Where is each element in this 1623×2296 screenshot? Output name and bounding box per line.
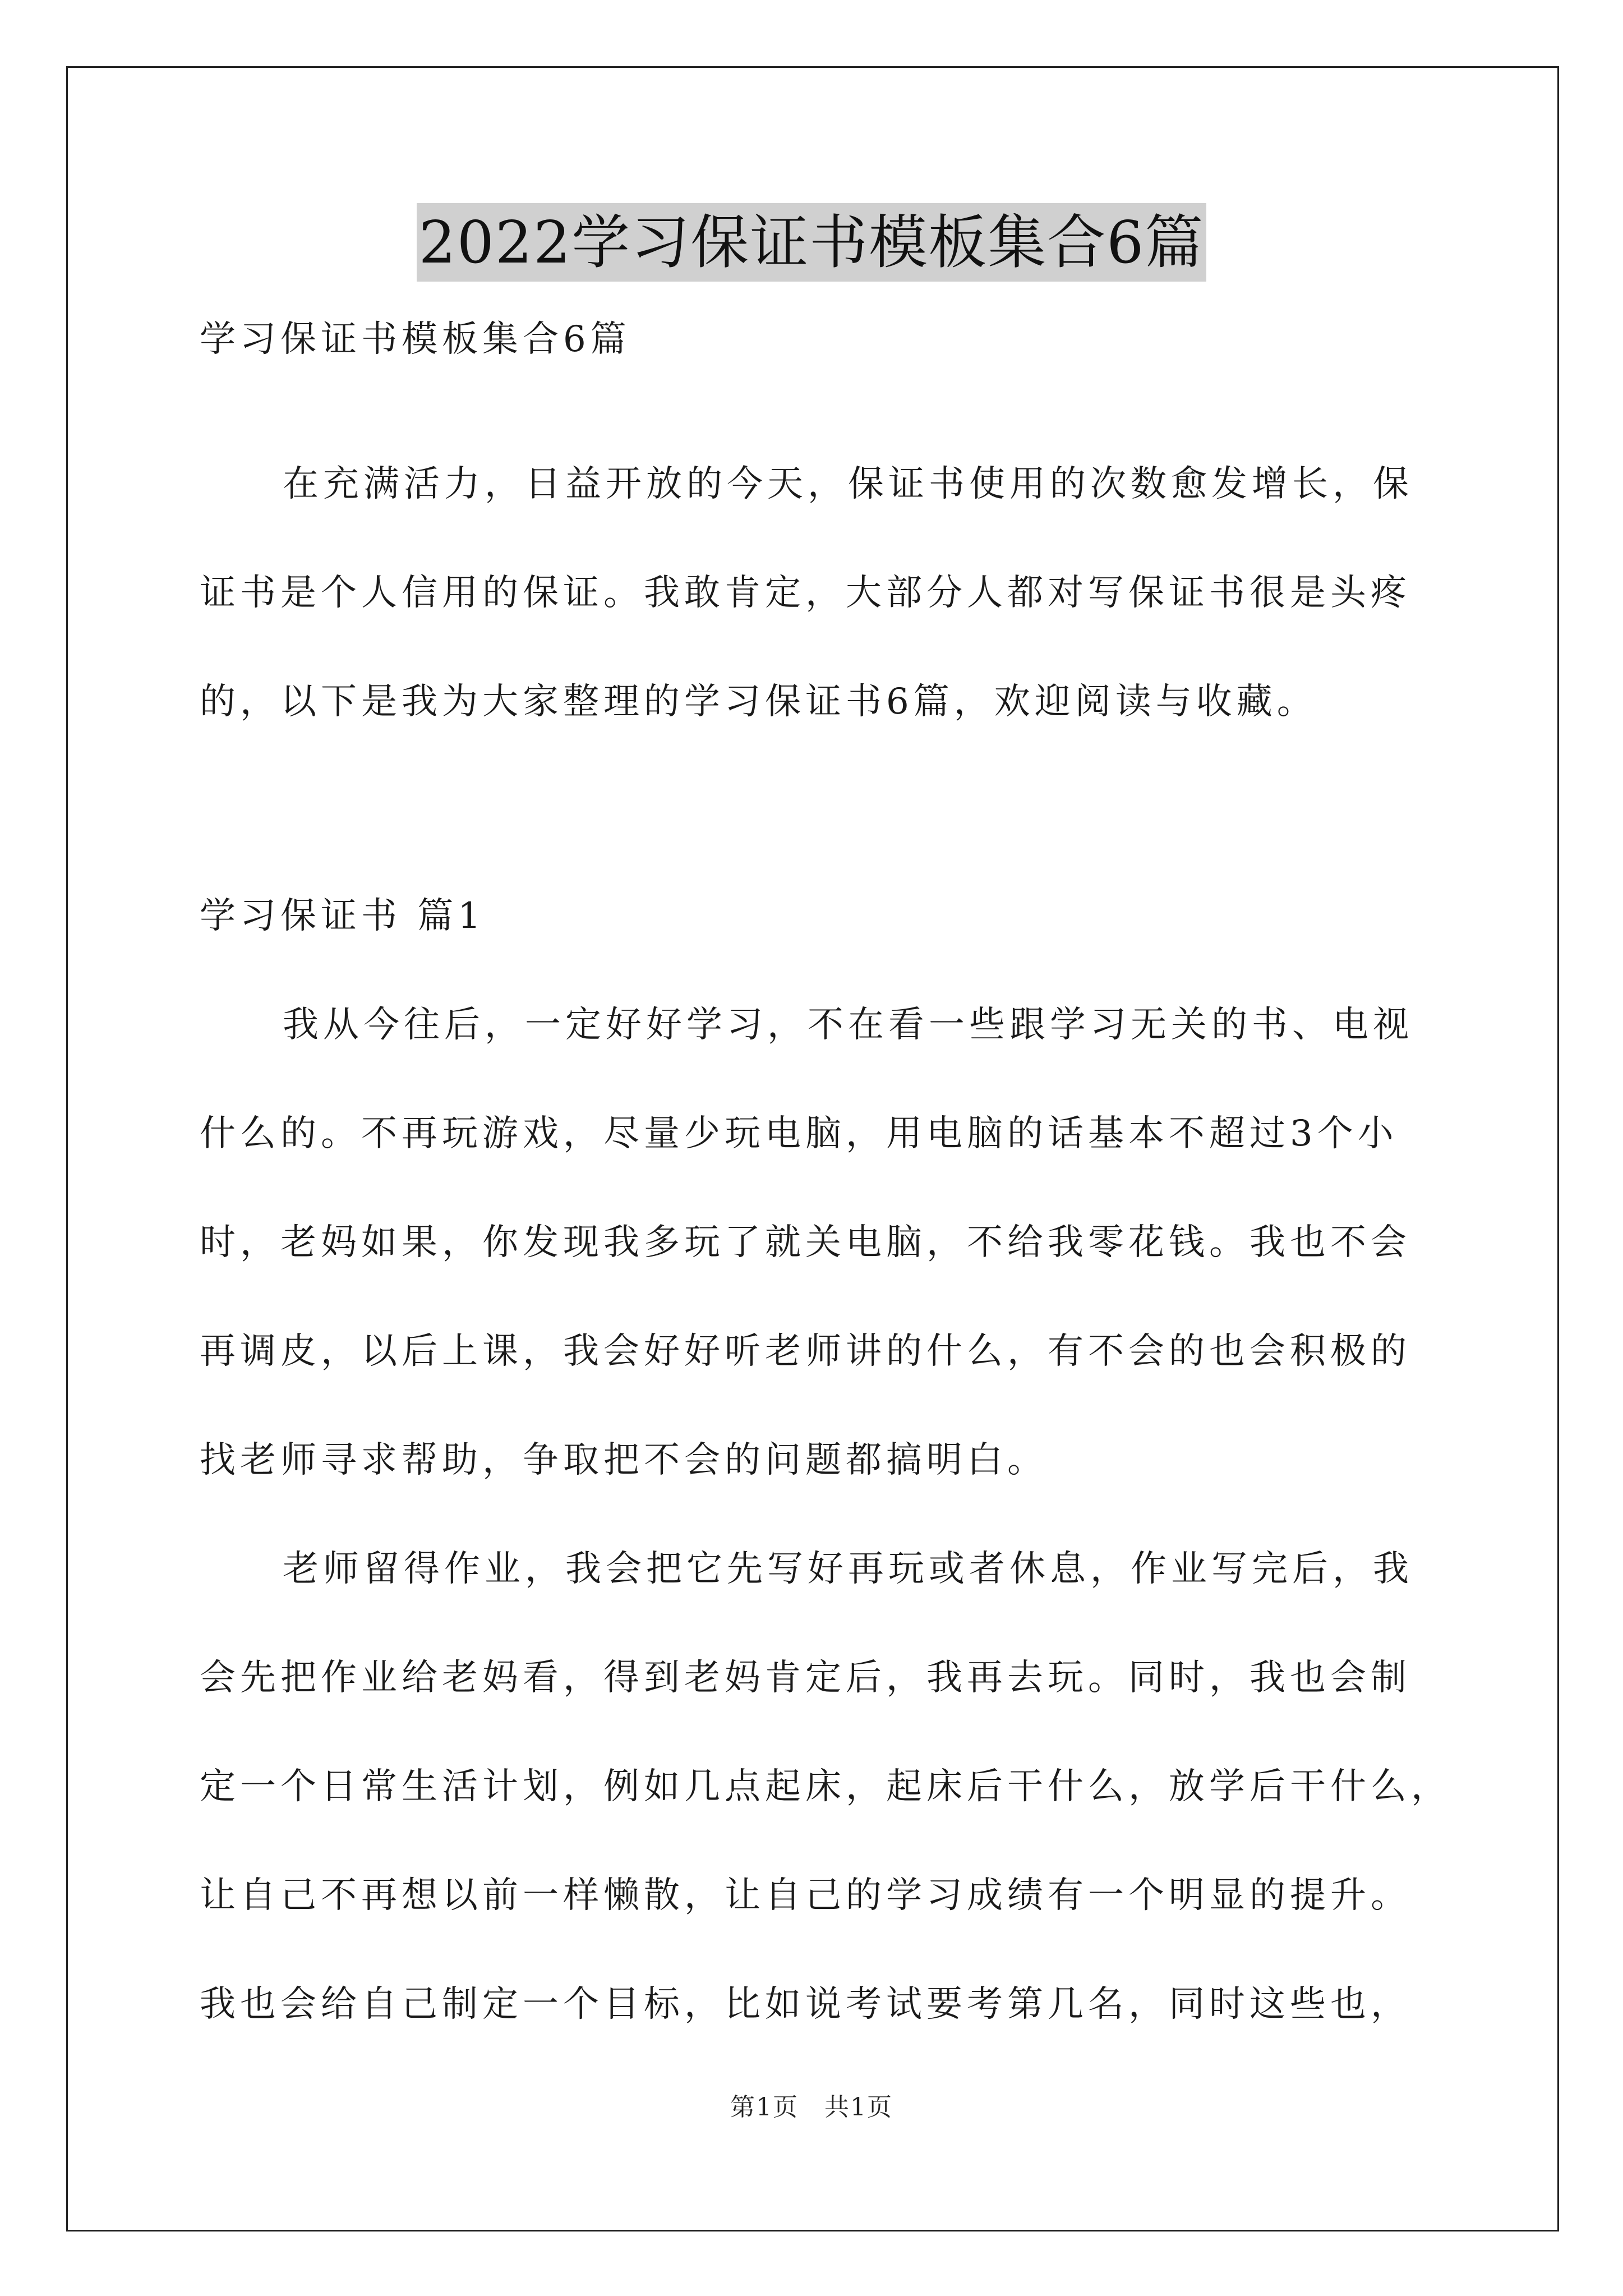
paragraph-line: 找老师寻求帮助，争取把不会的问题都搞明白。	[200, 1439, 1048, 1481]
paragraph-line: 我从今往后，一定好好学习，不在看一些跟学习无关的书、电视	[283, 1004, 1413, 1046]
paragraph-line: 定一个日常生活计划，例如几点起床，起床后干什么，放学后干什么，	[200, 1766, 1451, 1807]
section-heading: 学习保证书 篇1	[200, 895, 486, 937]
document-subtitle: 学习保证书模板集合6篇	[200, 319, 631, 360]
paragraph-line: 老师留得作业，我会把它先写好再玩或者休息，作业写完后，我	[283, 1548, 1413, 1590]
page-footer: 第1页 共1页	[730, 2093, 893, 2122]
paragraph-line: 我也会给自己制定一个目标，比如说考试要考第几名，同时这些也，	[200, 1984, 1411, 2025]
paragraph-line: 时，老妈如果，你发现我多玩了就关电脑，不给我零花钱。我也不会	[200, 1222, 1411, 1263]
title-block	[0, 203, 1623, 282]
paragraph-line: 会先把作业给老妈看，得到老妈肯定后，我再去玩。同时，我也会制	[200, 1657, 1411, 1699]
intro-line: 的，以下是我为大家整理的学习保证书6篇，欢迎阅读与收藏。	[200, 681, 1317, 723]
paragraph-line: 什么的。不再玩游戏，尽量少玩电脑，用电脑的话基本不超过3个小	[200, 1113, 1398, 1154]
paragraph-line: 再调皮，以后上课，我会好好听老师讲的什么，有不会的也会积极的	[200, 1331, 1411, 1372]
document-title: 2022学习保证书模板集合6篇	[417, 203, 1207, 282]
intro-line: 在充满活力，日益开放的今天，保证书使用的次数愈发增长，保	[283, 463, 1413, 505]
paragraph-line: 让自己不再想以前一样懒散，让自己的学习成绩有一个明显的提升。	[200, 1875, 1411, 1916]
intro-line: 证书是个人信用的保证。我敢肯定，大部分人都对写保证书很是头疼	[200, 572, 1411, 614]
